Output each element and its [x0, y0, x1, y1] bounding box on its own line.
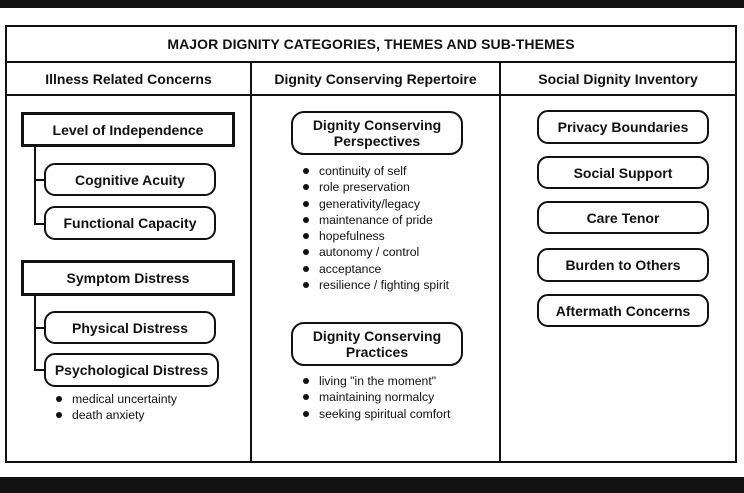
bullet-item: death anxiety	[55, 407, 177, 423]
theme-label: Dignity Conserving Practices	[312, 328, 442, 360]
connector-psychological	[34, 369, 44, 371]
bullet-item: autonomy / control	[302, 244, 449, 260]
connector-functional	[34, 223, 44, 225]
bullet-item: maintenance of pride	[302, 212, 449, 228]
psychological-distress-bullets	[55, 391, 177, 424]
bullet-item: continuity of self	[302, 163, 449, 179]
column-header-illness: Illness Related Concerns	[45, 70, 212, 87]
subtheme-physical-distress: Physical Distress	[44, 311, 216, 344]
bullet-item: hopefulness	[302, 228, 449, 244]
connector-independence-vertical	[34, 147, 36, 225]
theme-aftermath-concerns: Aftermath Concerns	[537, 294, 709, 327]
perspectives-bullets	[302, 163, 449, 293]
theme-level-of-independence: Level of Independence	[21, 112, 235, 147]
theme-label: Dignity Conserving Perspectives	[312, 117, 442, 149]
theme-dignity-conserving-perspectives	[291, 111, 463, 155]
column-header-row	[7, 63, 735, 96]
top-black-bar	[0, 0, 744, 8]
bottom-black-bar	[0, 477, 744, 493]
subtheme-cognitive-acuity: Cognitive Acuity	[44, 163, 216, 196]
column-header-social: Social Dignity Inventory	[538, 70, 698, 87]
column-header-repertoire: Dignity Conserving Repertoire	[274, 70, 477, 87]
theme-dignity-conserving-practices	[291, 322, 463, 366]
connector-cognitive	[34, 179, 44, 181]
bullet-item: role preservation	[302, 179, 449, 195]
theme-care-tenor: Care Tenor	[537, 201, 709, 234]
theme-symptom-distress: Symptom Distress	[21, 260, 235, 296]
dignity-model-table	[5, 25, 737, 463]
theme-privacy-boundaries: Privacy Boundaries	[537, 110, 709, 144]
subtheme-psychological-distress: Psychological Distress	[44, 353, 219, 387]
column-divider-1	[250, 63, 252, 461]
bullet-item: medical uncertainty	[55, 391, 177, 407]
column-divider-2	[499, 63, 501, 461]
table-title: MAJOR DIGNITY CATEGORIES, THEMES AND SUB-THEMES	[7, 27, 735, 63]
practices-bullets	[302, 373, 450, 422]
bullet-item: resilience / fighting spirit	[302, 277, 449, 293]
subtheme-functional-capacity: Functional Capacity	[44, 206, 216, 240]
connector-physical	[34, 327, 44, 329]
connector-symptom-vertical	[34, 296, 36, 371]
bullet-item: seeking spiritual comfort	[302, 406, 450, 422]
theme-burden-to-others: Burden to Others	[537, 248, 709, 282]
bullet-item: acceptance	[302, 261, 449, 277]
bullet-item: maintaining normalcy	[302, 389, 450, 405]
bullet-item: generativity/legacy	[302, 196, 449, 212]
theme-social-support: Social Support	[537, 156, 709, 189]
bullet-item: living "in the moment"	[302, 373, 450, 389]
